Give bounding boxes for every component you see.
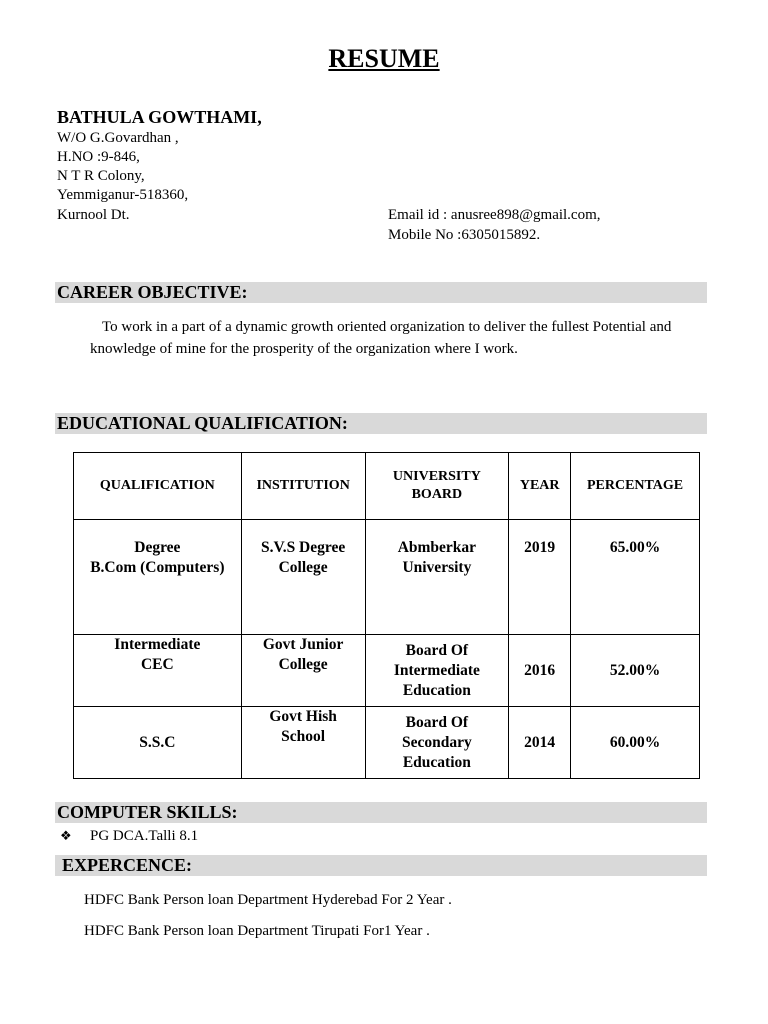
address-line: Yemmiganur-518360, xyxy=(57,187,189,203)
table-row xyxy=(74,635,700,707)
education-heading: EDUCATIONAL QUALIFICATION: xyxy=(55,413,707,434)
mobile-text: Mobile No :6305015892. xyxy=(388,227,541,243)
experience-item: HDFC Bank Person loan Department Tirupati For1 Year . xyxy=(84,923,430,939)
cell-percentage: 65.00% xyxy=(571,520,700,635)
career-objective-heading: CAREER OBJECTIVE: xyxy=(55,282,707,303)
experience-item: HDFC Bank Person loan Department Hyderebad For 2 Year . xyxy=(84,892,452,908)
experience-heading: EXPERCENCE: xyxy=(55,855,707,876)
cell-board: Board Of Intermediate Education xyxy=(365,635,509,707)
cell-institution: Govt Junior College xyxy=(241,635,365,707)
header-university-board: UNIVERSITY BOARD xyxy=(365,453,509,520)
address-line: N T R Colony, xyxy=(57,168,145,184)
email-text: Email id : anusree898@gmail.com, xyxy=(388,207,601,223)
table-row xyxy=(74,707,700,779)
header-qualification: QUALIFICATION xyxy=(74,453,242,520)
header-percentage: PERCENTAGE xyxy=(571,453,700,520)
address-line: H.NO :9-846, xyxy=(57,149,140,165)
computer-skills-heading: COMPUTER SKILLS: xyxy=(55,802,707,823)
cell-year: 2014 xyxy=(509,707,571,779)
skill-list-item: ❖ PG DCA.Talli 8.1 xyxy=(60,828,199,844)
cell-percentage: 60.00% xyxy=(571,707,700,779)
diamond-bullet-icon: ❖ xyxy=(60,829,72,844)
table-row xyxy=(74,520,700,635)
career-objective-text: To work in a part of a dynamic growth oriented organization to deliver the fullest Potential and knowledge of mine for the prosperity of the organization where I work. xyxy=(90,319,672,357)
cell-institution: S.V.S Degree College xyxy=(241,520,365,635)
cell-qualification: Degree B.Com (Computers) xyxy=(74,520,242,635)
cell-institution: Govt Hish School xyxy=(241,707,365,779)
cell-year: 2019 xyxy=(509,520,571,635)
cell-qualification: Intermediate CEC xyxy=(74,635,242,707)
cell-board: Abmberkar University xyxy=(365,520,509,635)
cell-percentage: 52.00% xyxy=(571,635,700,707)
cell-board: Board Of Secondary Education xyxy=(365,707,509,779)
page-title: RESUME xyxy=(328,44,440,73)
table-header-row xyxy=(74,453,700,520)
cell-year: 2016 xyxy=(509,635,571,707)
header-institution: INSTITUTION xyxy=(241,453,365,520)
candidate-name: BATHULA GOWTHAMI, xyxy=(57,107,262,127)
education-table xyxy=(73,452,700,779)
header-year: YEAR xyxy=(509,453,571,520)
address-line: Kurnool Dt. xyxy=(57,207,130,223)
cell-qualification: S.S.C xyxy=(74,707,242,779)
address-line: W/O G.Govardhan , xyxy=(57,130,179,146)
